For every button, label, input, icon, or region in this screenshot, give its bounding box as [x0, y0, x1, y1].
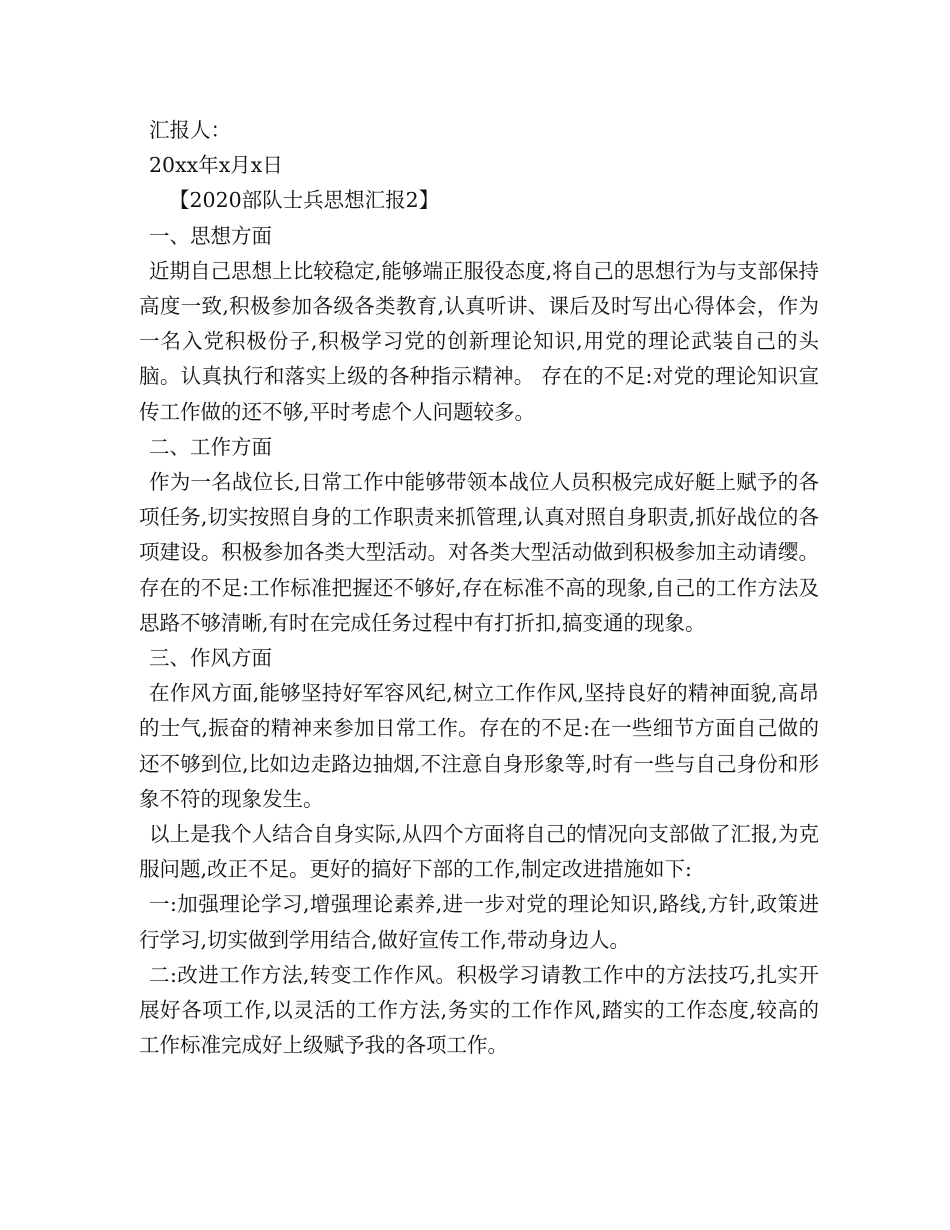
measure-item-2: 二:改进工作方法,转变工作作风。积极学习请教工作中的方法技巧,扎实开展好各项工作,以灵活的工作方法,务实的工作作风,踏实的工作态度,较高的工作标准完成好上级赋予我的各项工作。 — [139, 962, 819, 1058]
reporter-label: 汇报人： — [149, 118, 231, 142]
paragraph-summary: 以上是我个人结合自身实际,从四个方面将自己的情况向支部做了汇报,为克服问题,改正不足。更好的搞好下部的工作,制定改进措施如下: — [139, 822, 819, 882]
paragraph-style: 在作风方面,能够坚持好军容风纪,树立工作作风,坚持良好的精神面貌,高昂的士气,振奋的精神来参加日常工作。存在的不足:在一些细节方面自己做的还不够到位,比如边走路边抽烟,不注意自身形象等,时有一些与自己身份和形象不符的现象发生。 — [139, 681, 819, 811]
heading-work: 二、工作方面 — [149, 434, 272, 459]
document-body — [139, 113, 819, 1063]
measure-item-1: 一:加强理论学习,增强理论素养,进一步对党的理论知识,路线,方针,政策进行学习,切实做到学用结合,做好宣传工作,带动身边人。 — [139, 892, 819, 952]
heading-style: 三、作风方面 — [149, 646, 272, 671]
date-line: 20xx年x月x日 — [149, 153, 283, 178]
paragraph-thought: 近期自己思想上比较稳定,能够端正服役态度,将自己的思想行为与支部保持高度一致,积极参加各级各类教育,认真听讲、课后及时写出心得体会，作为一名入党积极份子,积极学习党的创新理论知识,用党的理论武装自己的头脑。认真执行和落实上级的各种指示精神。 存在的不足:对党的理论知识宣传工作做的还不够,平时考虑个人问题较多。 — [139, 258, 819, 424]
heading-thought: 一、思想方面 — [149, 223, 272, 248]
paragraph-work: 作为一名战位长,日常工作中能够带领本战位人员积极完成好艇上赋予的各项任务,切实按照自身的工作职责来抓管理,认真对照自身职责,抓好战位的各项建设。积极参加各类大型活动。对各类大型活动做到积极参加主动请缨。 存在的不足:工作标准把握还不够好,存在标准不高的现象,自己的工作方法及思路不够清晰,有时在完成任务过程中有打折扣,搞变通的现象。 — [139, 470, 819, 635]
section-title: 【2020部队士兵思想汇报2】 — [169, 188, 440, 213]
